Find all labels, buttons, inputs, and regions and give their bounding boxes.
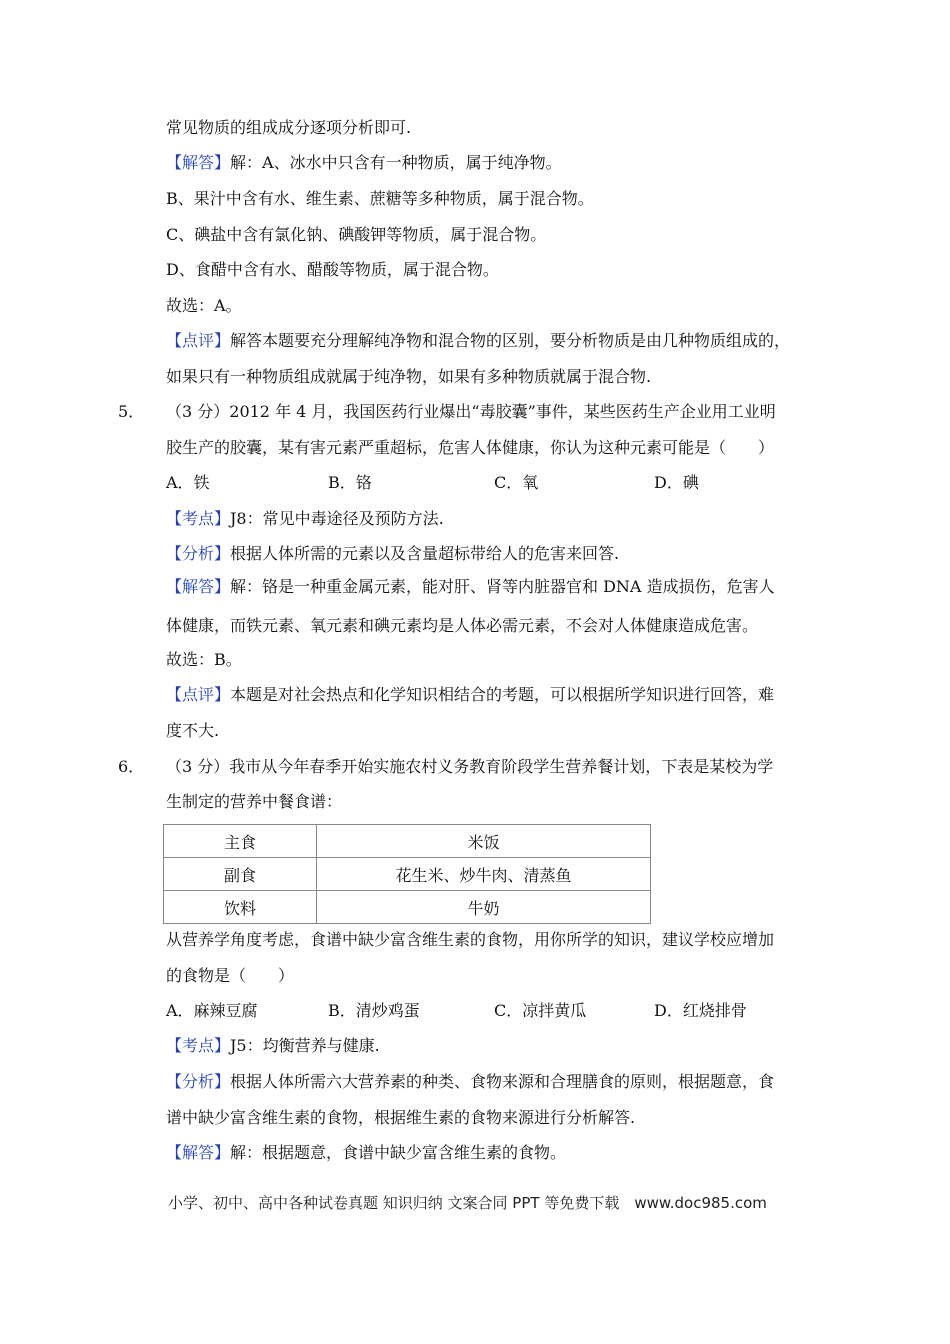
q4-answer-line-d: D、食醋中含有水、醋酸等物质，属于混合物。 (166, 260, 499, 279)
table-row (164, 825, 651, 858)
q4-answer-text: 解：A、冰水中只含有一种物质，属于纯净物。 (230, 153, 562, 172)
q5-option-c: C．氧 (494, 473, 539, 492)
q4-answer-line (166, 153, 562, 173)
answer-tag: 【解答】 (166, 577, 231, 596)
q6-fenxi-line (166, 1072, 774, 1092)
q5-option-a: A．铁 (166, 473, 210, 492)
q5-number: 5． (118, 402, 145, 421)
menu-table (163, 824, 651, 924)
q6-fenxi-line-2: 谱中缺少富含维生素的食物，根据维生素的食物来源进行分析解答. (166, 1108, 636, 1127)
fenxi-tag: 【分析】 (166, 1072, 231, 1091)
table-cell: 饮料 (164, 891, 317, 924)
q6-stem-line-1: （3 分）我市从今年春季开始实施农村义务教育阶段学生营养餐计划，下表是某校为学 (166, 757, 774, 776)
q4-answer-line-c: C、碘盐中含有氯化钠、碘酸钾等物质，属于混合物。 (166, 225, 547, 244)
q5-fenxi-text: 根据人体所需的元素以及含量超标带给人的危害来回答. (230, 544, 620, 563)
q4-answer-line-b: B、果汁中含有水、维生素、蔗糖等多种物质，属于混合物。 (166, 189, 594, 208)
q6-option-a: A．麻辣豆腐 (166, 1001, 258, 1020)
q5-comment-line (166, 685, 774, 705)
q5-stem-line-1: （3 分）2012 年 4 月，我国医药行业爆出“毒胶囊”事件，某些医药生产企业用工业明 (166, 402, 776, 421)
q4-comment-line-2: 如果只有一种物质组成就属于纯净物，如果有多种物质就属于混合物. (166, 367, 652, 386)
table-row (164, 858, 651, 891)
page-footer: 小学、初中、高中各种试卷真题 知识归纳 文案合同 PPT 等免费下载 www.doc985.com (168, 1194, 767, 1212)
kaodian-tag: 【考点】 (166, 1036, 231, 1055)
kaodian-tag: 【考点】 (166, 509, 231, 528)
q5-comment-text: 本题是对社会热点和化学知识相结合的考题，可以根据所学知识进行回答，难 (230, 685, 775, 704)
q6-answer-text: 解：根据题意，食谱中缺少富含维生素的食物。 (230, 1143, 567, 1162)
q5-kaodian-line (166, 509, 444, 529)
answer-tag: 【解答】 (166, 1143, 231, 1162)
q4-analysis-tail: 常见物质的组成成分逐项分析即可. (166, 118, 412, 137)
table-cell: 米饭 (317, 825, 651, 858)
q5-answer-line (166, 577, 775, 597)
q6-kaodian-line (166, 1036, 380, 1056)
answer-tag: 【解答】 (166, 153, 231, 172)
q4-choice: 故选：A。 (166, 296, 242, 315)
q5-answer-text: 解：铬是一种重金属元素，能对肝、肾等内脏器官和 DNA 造成损伤，危害人 (230, 577, 775, 596)
q5-comment-line-2: 度不大. (166, 721, 220, 740)
table-row (164, 891, 651, 924)
q5-stem-line-2: 胶生产的胶囊，某有害元素严重超标，危害人体健康，你认为这种元素可能是（ ） (166, 438, 775, 457)
table-cell: 主食 (164, 825, 317, 858)
table-cell: 花生米、炒牛肉、清蒸鱼 (317, 858, 651, 891)
q6-stem-line-4: 的食物是（ ） (166, 966, 295, 985)
q6-option-b: B．清炒鸡蛋 (328, 1001, 420, 1020)
fenxi-tag: 【分析】 (166, 544, 231, 563)
q5-option-b: B．铬 (328, 473, 372, 492)
comment-tag: 【点评】 (166, 331, 231, 350)
q6-number: 6． (118, 757, 145, 776)
q6-stem-line-2: 生制定的营养中餐食谱： (166, 792, 343, 811)
q6-option-d: D．红烧排骨 (654, 1001, 747, 1020)
q4-comment-line (166, 331, 790, 351)
q6-answer-line (166, 1143, 566, 1163)
q5-kaodian-text: J8：常见中毒途径及预防方法. (230, 509, 444, 528)
q6-option-c: C．凉拌黄瓜 (494, 1001, 587, 1020)
comment-tag: 【点评】 (166, 685, 231, 704)
q6-fenxi-text: 根据人体所需六大营养素的种类、食物来源和合理膳食的原则，根据题意，食 (230, 1072, 775, 1091)
q6-kaodian-text: J5：均衡营养与健康. (230, 1036, 380, 1055)
q4-comment-text: 解答本题要充分理解纯净物和混合物的区别，要分析物质是由几种物质组成的， (230, 331, 791, 350)
q5-option-d: D．碘 (654, 473, 699, 492)
q6-stem-line-3: 从营养学角度考虑，食谱中缺少富含维生素的食物，用你所学的知识，建议学校应增加 (166, 930, 775, 949)
q5-answer-line-2: 体健康，而铁元素、氧元素和碘元素均是人体必需元素，不会对人体健康造成危害。 (166, 616, 759, 635)
table-cell: 牛奶 (317, 891, 651, 924)
table-cell: 副食 (164, 858, 317, 891)
q5-fenxi-line (166, 544, 619, 564)
q5-choice: 故选：B。 (166, 650, 242, 669)
